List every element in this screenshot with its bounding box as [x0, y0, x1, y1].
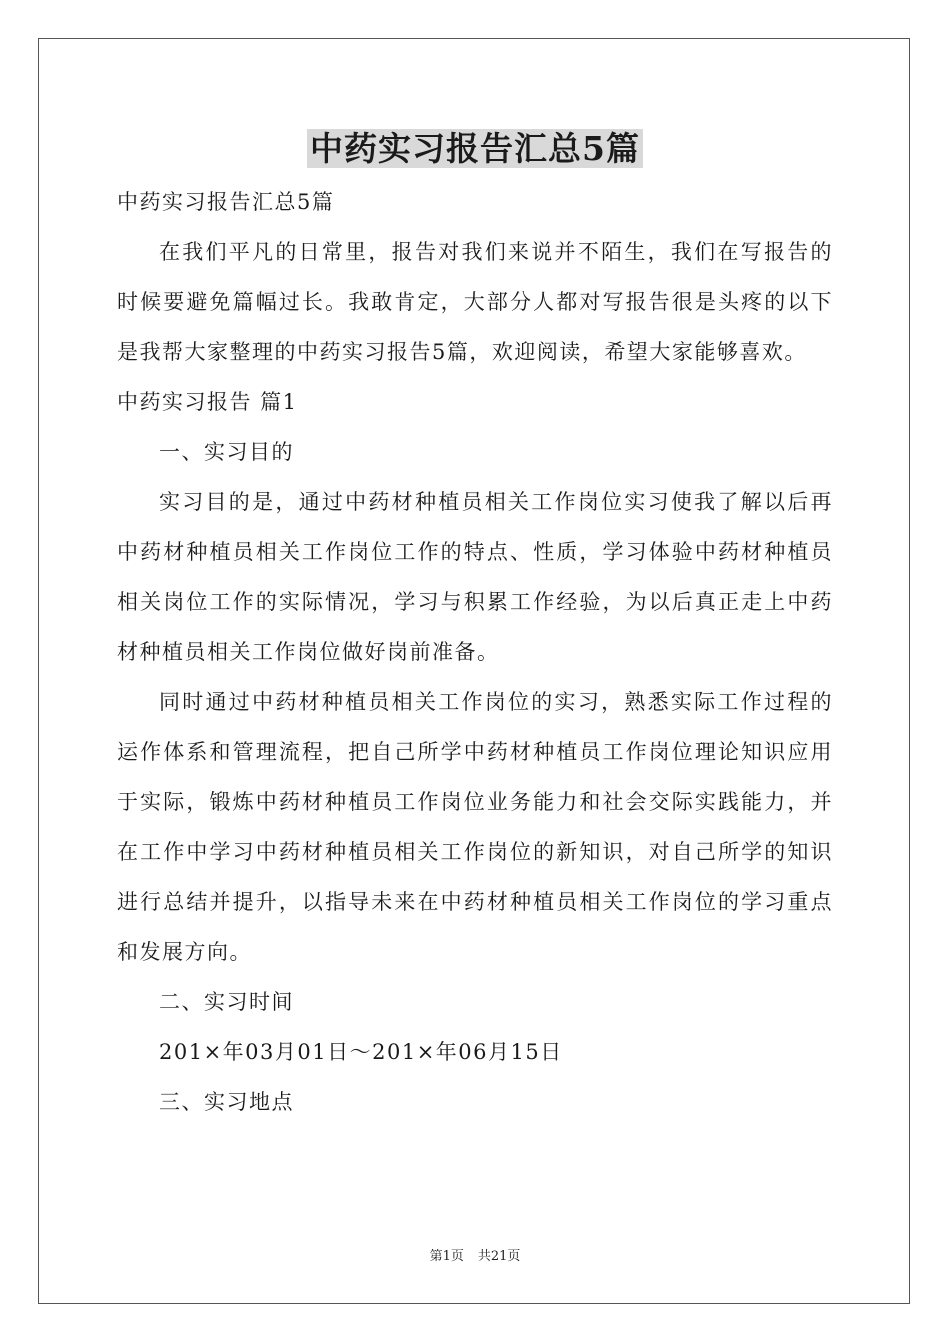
- page-number: 第1页: [429, 1249, 464, 1264]
- purpose-paragraph-1: 实习目的是，通过中药材种植员相关工作岗位实习使我了解以后再中药材种植员相关工作岗位工作的特点、性质，学习体验中药材种植员相关岗位工作的实际情况，学习与积累工作经验，为以后真正走上中药材种植员相关工作岗位做好岗前准备。: [117, 490, 833, 664]
- section-heading-article-1: 中药实习报告 篇1: [117, 390, 298, 414]
- page-total: 共21页: [477, 1249, 521, 1264]
- page-footer: [0, 1248, 950, 1266]
- document-title: [0, 127, 950, 171]
- heading-purpose: 一、实习目的: [159, 440, 294, 464]
- heading-location: 三、实习地点: [159, 1090, 294, 1114]
- time-value: 201×年03月01日～201×年06月15日: [159, 1040, 563, 1064]
- subtitle: 中药实习报告汇总5篇: [117, 190, 335, 214]
- intro-paragraph: 在我们平凡的日常里，报告对我们来说并不陌生，我们在写报告的时候要避免篇幅过长。我敢肯定，大部分人都对写报告很是头疼的以下是我帮大家整理的中药实习报告5篇，欢迎阅读，希望大家能够喜欢。: [117, 240, 833, 364]
- document-body: [117, 177, 833, 1127]
- title-text: 中药实习报告汇总5篇: [307, 129, 643, 168]
- heading-time: 二、实习时间: [159, 990, 294, 1014]
- purpose-paragraph-2: 同时通过中药材种植员相关工作岗位的实习，熟悉实际工作过程的运作体系和管理流程，把自己所学中药材种植员工作岗位理论知识应用于实际，锻炼中药材种植员工作岗位业务能力和社会交际实践能力，并在工作中学习中药材种植员相关工作岗位的新知识，对自己所学的知识进行总结并提升，以指导未来在中药材种植员相关工作岗位的学习重点和发展方向。: [117, 690, 833, 964]
